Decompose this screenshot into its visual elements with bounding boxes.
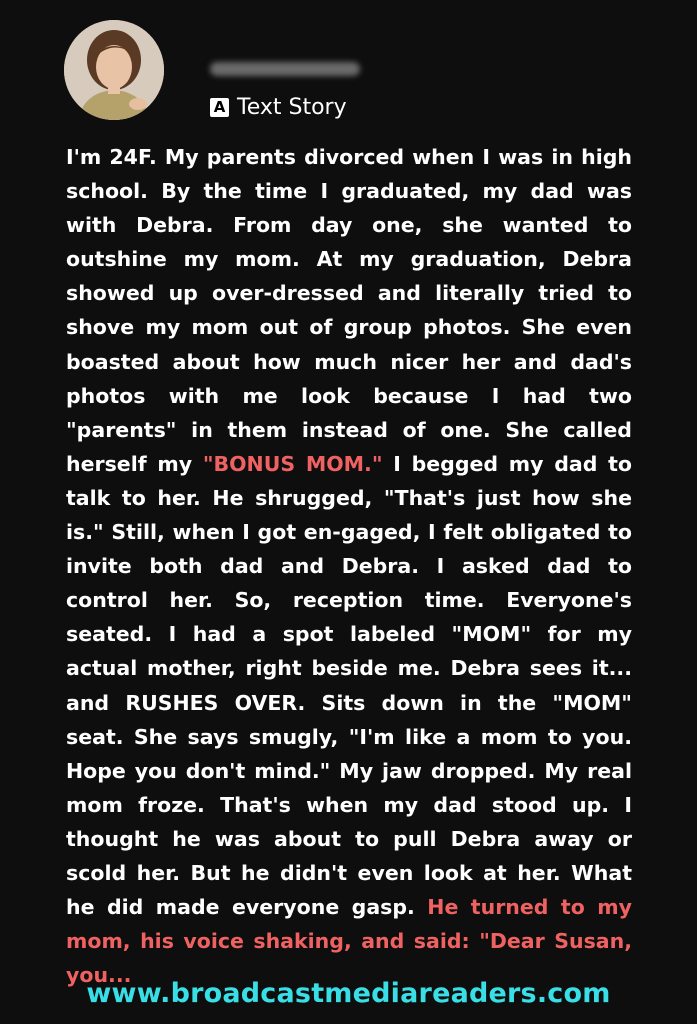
story-text [66,140,632,992]
story-highlight-ending: He turned to my mom, his voice shaking, and said: "Dear Susan, you... [66,895,632,988]
avatar-photo [64,20,164,120]
a-letter-icon: A [210,98,229,117]
tag-label: Text Story [237,94,347,120]
story-highlight-bonus-mom: "BONUS MOM." [202,451,383,476]
author-name-blurred[interactable] [210,62,360,76]
story-part-1: I'm 24F. My parents divorced when I was in high school. By the time I graduated, my dad was with Debra. From day one, she wanted to outshine my mom. At my graduation, Debra showed up over-dressed and literally tried to shove my mom out of group photos. She even boasted about how much nicer her and dad's photos with me look because I had two "parents" in them instead of one. She called herself my [66,145,632,476]
story-header [0,0,697,135]
story-part-2: I begged my dad to talk to her. He shrugged, "That's just how she is." Still, when I got en-gaged, I felt obligated to invite both dad and Debra. I asked dad to control her. So, reception time. Everyone's seated. I had a spot labeled "MOM" for my actual mother, right beside me. Debra sees it... and RUSHES OVER. Sits down in the "MOM" seat. She says smugly, "I'm like a mom to you. Hope you don't mind." My jaw dropped. My real mom froze. That's when my dad stood up. I thought he was about to pull Debra away or scold her. But he didn't even look at her. What he did made everyone gasp. [66,451,632,920]
text-story-tag [210,92,347,122]
website-url[interactable]: www.broadcastmediareaders.com [86,978,611,1009]
author-avatar[interactable] [64,20,164,120]
